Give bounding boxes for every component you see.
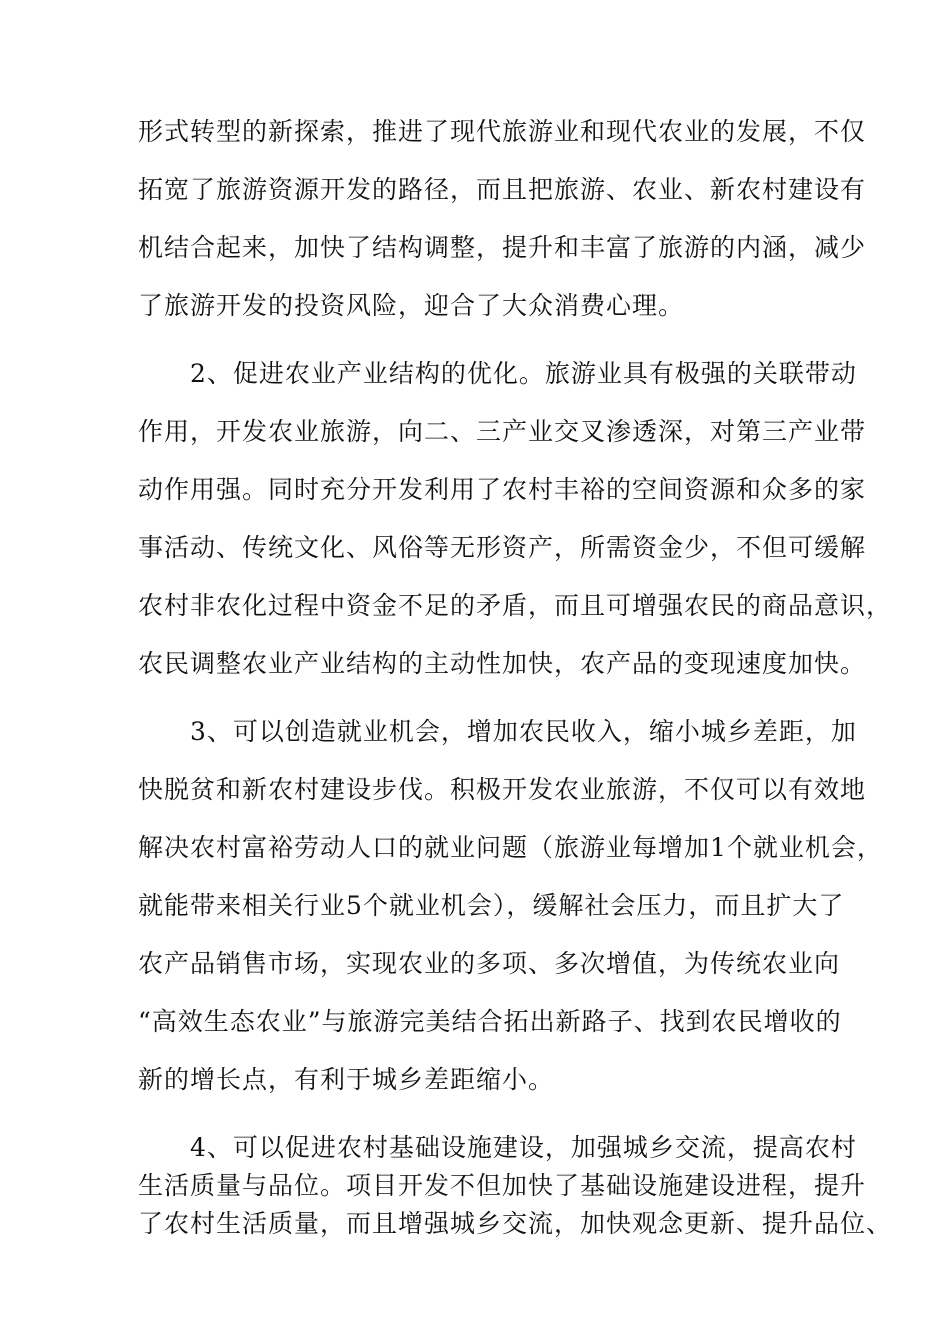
text-line-7: 动作用强。同时充分开发利用了农村丰裕的空间资源和众多的家 <box>138 475 867 504</box>
text-line-9: 农村非农化过程中资金不足的矛盾，而且可增强农民的商品意识， <box>138 591 893 620</box>
text-line-2: 拓宽了旅游资源开发的路径，而且把旅游、农业、新农村建设有 <box>138 175 867 204</box>
text-line-16: “高效生态农业”与旅游完美结合拓出新路子、找到农民增收的 <box>138 1007 842 1036</box>
text-line-13: 解决农村富裕劳动人口的就业问题（旅游业每增加1个就业机会， <box>138 833 883 862</box>
text-line-20: 了农村生活质量，而且增强城乡交流，加快观念更新、提升品位、 <box>138 1209 893 1238</box>
text-line-15: 农产品销售市场，实现农业的多项、多次增值，为传统农业向 <box>138 949 841 978</box>
text-line-12: 快脱贫和新农村建设步伐。积极开发农业旅游，不仅可以有效地 <box>138 775 867 804</box>
text-line-1: 形式转型的新探索，推进了现代旅游业和现代农业的发展，不仅 <box>138 117 867 146</box>
text-line-3: 机结合起来，加快了结构调整，提升和丰富了旅游的内涵，减少 <box>138 233 867 262</box>
text-line-10: 农民调整农业产业结构的主动性加快，农产品的变现速度加快。 <box>138 649 867 678</box>
paragraph-2-line-1: 2、促进农业产业结构的优化。旅游业具有极强的关联带动 <box>138 359 857 388</box>
text-line-14: 就能带来相关行业5个就业机会），缓解社会压力，而且扩大了 <box>138 891 845 920</box>
text-line-17: 新的增长点，有利于城乡差距缩小。 <box>138 1065 555 1094</box>
text-line-6: 作用，开发农业旅游，向二、三产业交叉渗透深，对第三产业带 <box>138 417 867 446</box>
text-line-8: 事活动、传统文化、风俗等无形资产，所需资金少，不但可缓解 <box>138 533 867 562</box>
text-line-19: 生活质量与品位。项目开发不但加快了基础设施建设进程，提升 <box>138 1171 867 1200</box>
paragraph-4-line-1: 4、可以促进农村基础设施建设，加强城乡交流，提高农村 <box>138 1133 857 1162</box>
text-line-4: 了旅游开发的投资风险，迎合了大众消费心理。 <box>138 291 685 320</box>
paragraph-3-line-1: 3、可以创造就业机会，增加农民收入，缩小城乡差距，加 <box>138 717 857 746</box>
